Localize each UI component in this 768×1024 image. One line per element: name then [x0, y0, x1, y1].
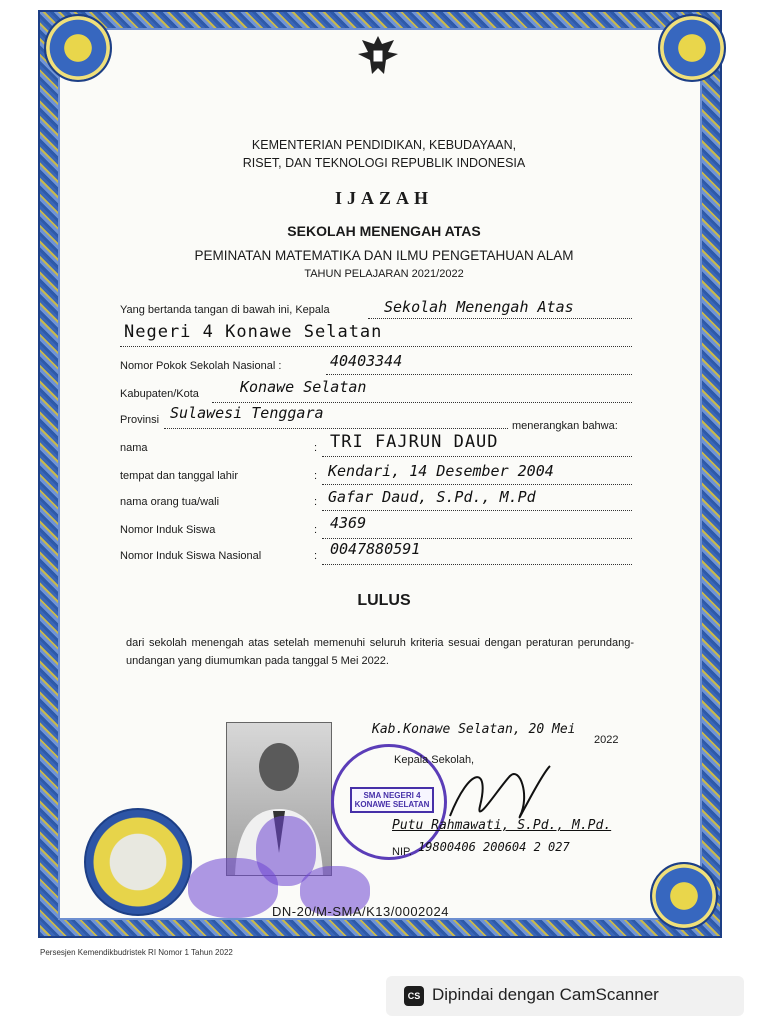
nis-label: Nomor Induk Siswa [120, 524, 216, 536]
dotted-line [322, 510, 632, 511]
colon: : [314, 442, 318, 454]
academic-year: TAHUN PELAJARAN 2021/2022 [304, 268, 464, 280]
signature-place-date: Kab.Konawe Selatan, 20 Mei [372, 722, 576, 737]
dotted-line [368, 318, 632, 319]
program-name: PEMINATAN MATEMATIKA DAN ILMU PENGETAHUAN ALAM [194, 248, 574, 263]
ortu-label: nama orang tua/wali [120, 496, 220, 508]
nis-value: 4369 [330, 514, 367, 532]
dotted-line [322, 564, 632, 565]
nisn-value: 0047880591 [330, 540, 421, 558]
colon: : [314, 470, 318, 482]
garuda-emblem-icon [354, 32, 402, 80]
kab-value: Konawe Selatan [240, 378, 367, 396]
nisn-label: Nomor Induk Siswa Nasional [120, 550, 262, 562]
dotted-line [120, 346, 632, 347]
camscanner-logo-icon: CS [404, 986, 424, 1006]
colon: : [314, 496, 318, 508]
nip-label: NIP. [392, 846, 412, 858]
nama-label: nama [120, 442, 148, 454]
dotted-line [322, 538, 632, 539]
colon: : [314, 550, 318, 562]
footer-regulation: Persesjen Kemendikbudristek RI Nomor 1 Tahun 2022 [40, 948, 233, 957]
dotted-line [322, 484, 632, 485]
ttl-label: tempat dan tanggal lahir [120, 470, 239, 482]
statement-text: dari sekolah menengah atas setelah memenuhi seluruh kriteria sesuai dengan peraturan perundang-undangan yang diumumkan pada tanggal 5 Mei 2022. [126, 637, 634, 667]
nip-value: 19800406 200604 2 027 [418, 840, 570, 854]
ttl-value: Kendari, 14 Desember 2004 [328, 462, 554, 480]
intro-value-2: Negeri 4 Konawe Selatan [124, 322, 383, 342]
camscanner-watermark [386, 976, 744, 1016]
dotted-line [326, 374, 632, 375]
stamp-label: SMA NEGERI 4 KONAWE SELATAN [350, 787, 434, 813]
ortu-value: Gafar Daud, S.Pd., M.Pd [328, 488, 536, 506]
menerangkan-label: menerangkan bahwa: [512, 420, 618, 432]
document-title: IJAZAH [334, 188, 433, 208]
kab-label: Kabupaten/Kota [120, 388, 199, 400]
principal-name: Putu Rahmawati, S.Pd., M.Pd. [392, 818, 612, 833]
camscanner-label: Dipindai dengan CamScanner [432, 985, 659, 1004]
school-level: SEKOLAH MENENGAH ATAS [287, 223, 481, 239]
ministry-heading: KEMENTERIAN PENDIDIKAN, KEBUDAYAAN, RISET, DAN TEKNOLOGI REPUBLIK INDONESIA [242, 138, 526, 170]
colon: : [314, 524, 318, 536]
corner-ornament-top-left [44, 14, 112, 82]
nama-value: TRI FAJRUN DAUD [330, 432, 499, 452]
intro-label: Yang bertanda tangan di bawah ini, Kepala [120, 304, 330, 316]
signature-year: 2022 [594, 734, 619, 746]
dotted-line [322, 456, 632, 457]
prov-value: Sulawesi Tenggara [170, 404, 324, 422]
security-hologram-seal [84, 808, 192, 916]
signature-role: Kepala Sekolah, [394, 754, 475, 766]
prov-label: Provinsi [120, 414, 160, 426]
intro-value: Sekolah Menengah Atas [384, 298, 574, 316]
dotted-line [212, 402, 632, 403]
npsn-value: 40403344 [330, 352, 403, 370]
corner-ornament-top-right [658, 14, 726, 82]
corner-ornament-bottom-right [650, 862, 718, 930]
result-label: LULUS [357, 592, 411, 609]
dotted-line [164, 428, 508, 429]
serial-number: DN-20/M-SMA/K13/0002024 [272, 904, 449, 919]
npsn-label: Nomor Pokok Sekolah Nasional : [120, 360, 282, 372]
